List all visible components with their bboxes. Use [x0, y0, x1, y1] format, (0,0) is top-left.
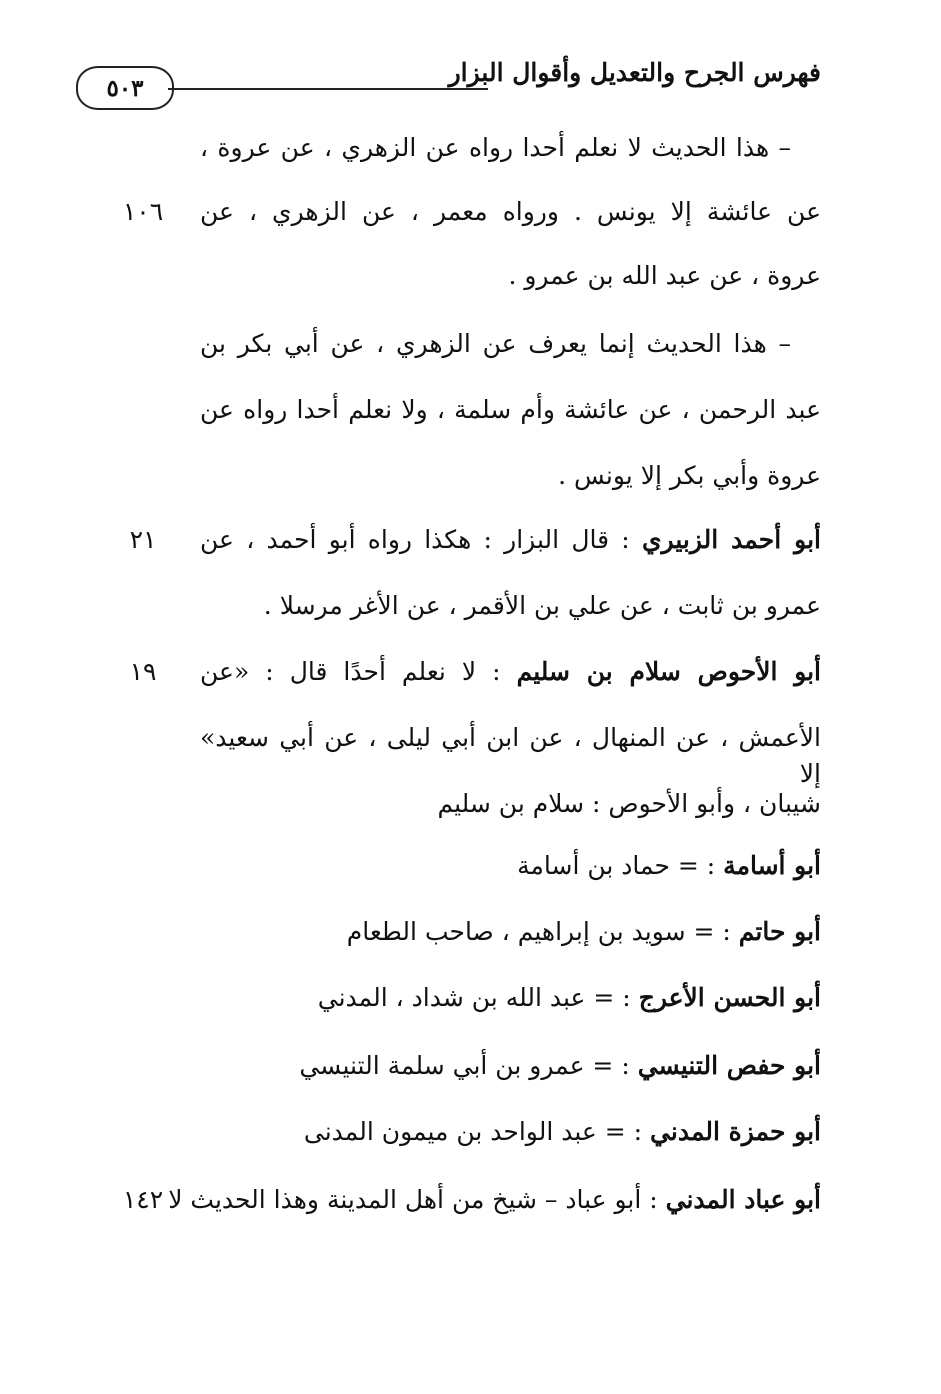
page-number: ٥٠٣ — [106, 74, 144, 102]
entry-name: أبو أحمد الزبيري — [641, 525, 821, 554]
text-line — [318, 980, 821, 1016]
line-text: شيبان ، وأبو الأحوص : سلام بن سليم — [437, 789, 821, 818]
reference-number: ١٤٢ — [122, 1185, 164, 1214]
text-line — [264, 588, 821, 624]
entry-name: أبو أسامة — [723, 851, 821, 880]
line-text: – هذا الحديث إنما يعرف عن الزهري ، عن أبي بكر بن — [200, 329, 791, 358]
entry-name: أبو حاتم — [738, 917, 821, 946]
text-line — [347, 914, 821, 950]
entry-name: أبو الحسن الأعرج — [638, 983, 821, 1012]
line-text: : = سويد بن إبراهيم ، صاحب الطعام — [346, 917, 739, 946]
text-line — [299, 1048, 821, 1084]
line-text: : = حماد بن أسامة — [517, 851, 724, 880]
text-line — [437, 786, 821, 822]
text-line — [200, 392, 821, 428]
line-text: : = عبد الواحد بن ميمون المدنى — [303, 1117, 651, 1146]
line-text: : = عبد الله بن شداد ، المدني — [317, 983, 639, 1012]
entry-name: أبو حمزة المدني — [650, 1117, 821, 1146]
text-line — [200, 720, 821, 792]
text-line — [200, 194, 821, 230]
line-text: : قال البزار : هكذا رواه أبو أحمد ، عن — [200, 525, 642, 554]
text-line — [304, 1114, 821, 1150]
reference-number: ١٠٦ — [122, 197, 164, 226]
line-text: – هذا الحديث لا نعلم أحدا رواه عن الزهري ، عن عروة ، — [200, 133, 791, 162]
entry-name: أبو عباد المدني — [665, 1185, 821, 1214]
reference-number: ٢١ — [129, 525, 157, 554]
page-number-badge — [76, 66, 174, 110]
text-line — [558, 458, 821, 494]
text-line — [200, 130, 791, 166]
running-header-title: فهرس الجرح والتعديل وأقوال البزار — [448, 58, 821, 87]
line-text: الأعمش ، عن المنهال ، عن ابن أبي ليلى ، عن أبي سعيد» إلا — [200, 723, 821, 788]
text-line — [200, 522, 821, 558]
text-line — [517, 848, 821, 884]
line-text: عن عائشة إلا يونس . ورواه معمر ، عن الزهري ، عن — [200, 197, 821, 226]
line-text: : أبو عباد – شيخ من أهل المدينة وهذا الحديث لا — [168, 1185, 666, 1214]
line-text: عبد الرحمن ، عن عائشة وأم سلمة ، ولا نعلم أحدا رواه عن — [200, 395, 821, 424]
text-line — [168, 1182, 821, 1218]
entry-name: أبو الأحوص سلام بن سليم — [516, 657, 822, 686]
line-text: عروة ، عن عبد الله بن عمرو . — [508, 261, 821, 290]
line-text: عروة وأبي بكر إلا يونس . — [558, 461, 821, 490]
reference-number: ١٩ — [129, 657, 157, 686]
line-text: : لا نعلم أحدًا قال : «عن — [200, 657, 517, 686]
text-line — [200, 326, 791, 362]
header-rule — [168, 88, 488, 90]
line-text: عمرو بن ثابت ، عن علي بن الأقمر ، عن الأغر مرسلا . — [263, 591, 821, 620]
text-line — [508, 258, 821, 294]
text-line — [200, 654, 821, 690]
line-text: : = عمرو بن أبي سلمة التنيسي — [299, 1051, 638, 1080]
entry-name: أبو حفص التنيسي — [637, 1051, 821, 1080]
